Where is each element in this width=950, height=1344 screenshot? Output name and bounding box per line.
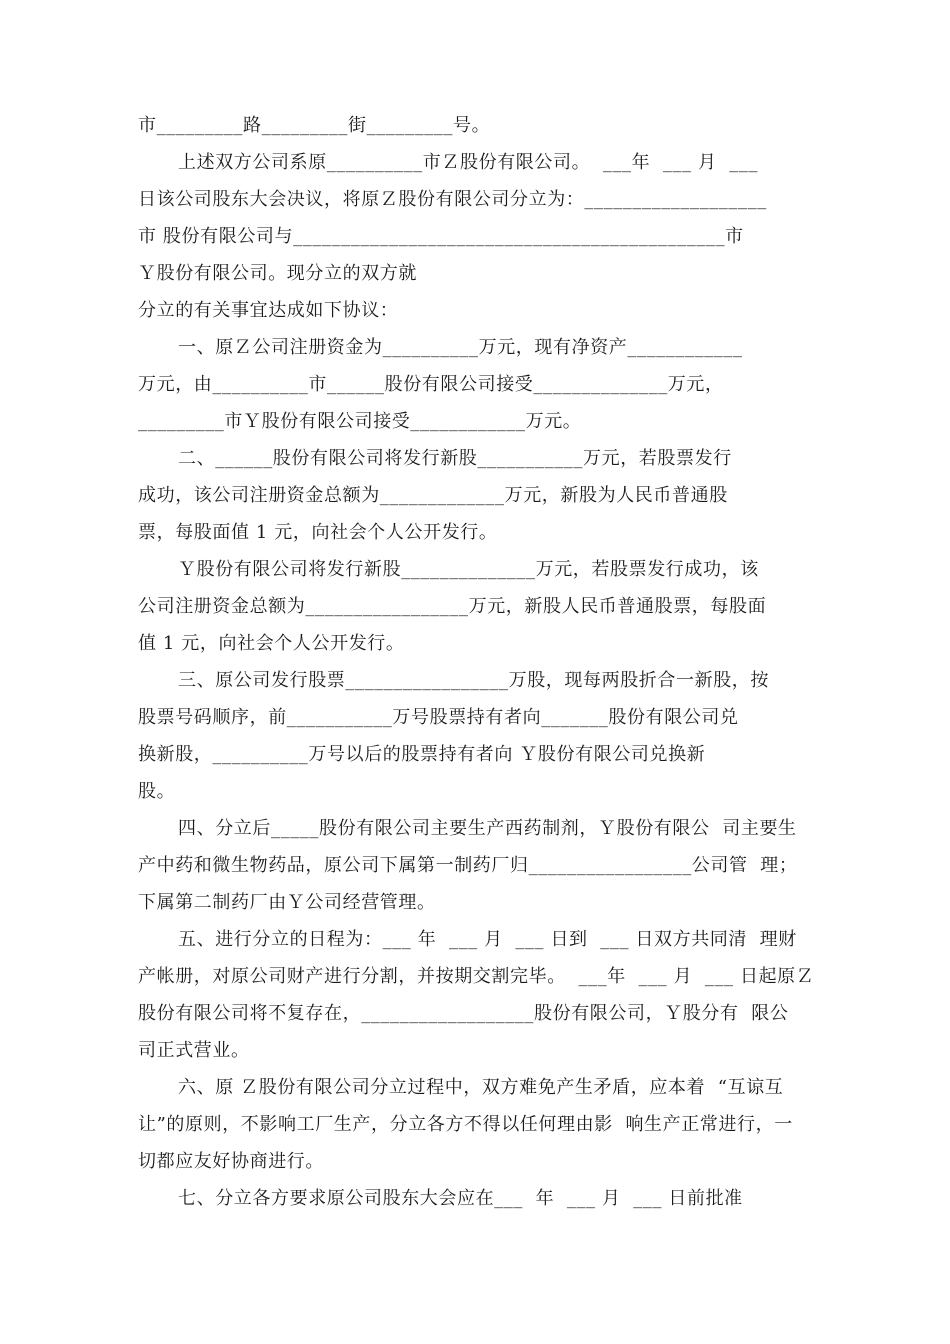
clause-6-line-1: 六、原 Ｚ股份有限公司分立过程中，双方难免产生矛盾，应本着 “互谅互 xyxy=(178,1077,784,1098)
clause-3-line-3: 换新股，__________万号以后的股票持有者向 Ｙ股份有限公司兑换新 xyxy=(138,744,706,765)
clause-3-line-1: 三、原公司发行股票_________________万股，现每两股折合一新股，按 xyxy=(178,670,769,691)
clause-2-line-3: 票，每股面值 1 元，向社会个人公开发行。 xyxy=(138,522,498,543)
clause-5-line-2: 产帐册，对原公司财产进行分割，并按期交割完毕。 ___年 ___ 月 ___ 日起原Ｚ xyxy=(138,966,815,987)
clause-4-line-1: 四、分立后_____股份有限公司主要生产西药制剂，Ｙ股份有限公 司主要生 xyxy=(178,818,797,839)
paragraph-intro-line-2: 日该公司股东大会决议，将原Ｚ股份有限公司分立为：___________________ xyxy=(138,189,767,210)
clause-5-line-1: 五、进行分立的日程为：___ 年 ___ 月 ___ 日到 ___ 日双方共同清 理财 xyxy=(178,929,797,950)
clause-2-line-2: 成功，该公司注册资金总额为_____________万元，新股为人民币普通股 xyxy=(138,485,728,506)
clause-3-line-2: 股票号码顺序，前___________万号股票持有者向_______股份有限公司兑 xyxy=(138,707,739,728)
clause-7-line-1: 七、分立各方要求原公司股东大会应在___ 年 ___ 月 ___ 日前批准 xyxy=(178,1188,743,1209)
clause-3-line-4: 股。 xyxy=(138,781,176,802)
agreement-lead-line: 分立的有关事宜达成如下协议： xyxy=(138,300,399,321)
clause-1-line-2: 万元，由__________市______股份有限公司接受______________万元， xyxy=(138,374,724,395)
clause-6-line-2: 让”的原则，不影响工厂生产，分立各方不得以任何理由影 响生产正常进行，一 xyxy=(138,1114,793,1135)
clause-4-line-3: 下属第二制药厂由Ｙ公司经营管理。 xyxy=(138,892,436,913)
clause-5-line-4: 司正式营业。 xyxy=(138,1040,250,1061)
paragraph-intro-line-4: Ｙ股份有限公司。现分立的双方就 xyxy=(138,263,417,284)
clause-2b-line-3: 值 1 元，向社会个人公开发行。 xyxy=(138,633,405,654)
clause-2b-line-2: 公司注册资金总额为_________________万元，新股人民币普通股票，每股面 xyxy=(138,596,767,617)
clause-4-line-2: 产中药和微生物药品，原公司下属第一制药厂归_________________公司管 理； xyxy=(138,855,798,876)
paragraph-intro-line-3: 市 股份有限公司与_____________________________________________市 xyxy=(138,226,744,247)
address-line: 市_________路_________街_________号。 xyxy=(138,115,491,136)
clause-1-line-3: _________市Ｙ股份有限公司接受____________万元。 xyxy=(138,411,582,432)
paragraph-intro-line-1: 上述双方公司系原__________市Ｚ股份有限公司。 ___年 ___ 月 ___ xyxy=(178,152,759,173)
clause-2-line-1: 二、______股份有限公司将发行新股___________万元，若股票发行 xyxy=(178,448,732,469)
clause-2b-line-1: Ｙ股份有限公司将发行新股______________万元，若股票发行成功，该 xyxy=(178,559,759,580)
clause-6-line-3: 切都应友好协商进行。 xyxy=(138,1151,324,1172)
clause-5-line-3: 股份有限公司将不复存在，__________________股份有限公司，Ｙ股分有 限公 xyxy=(138,1003,789,1024)
clause-1-line-1: 一、原Ｚ公司注册资金为__________万元，现有净资产____________ xyxy=(178,337,743,358)
